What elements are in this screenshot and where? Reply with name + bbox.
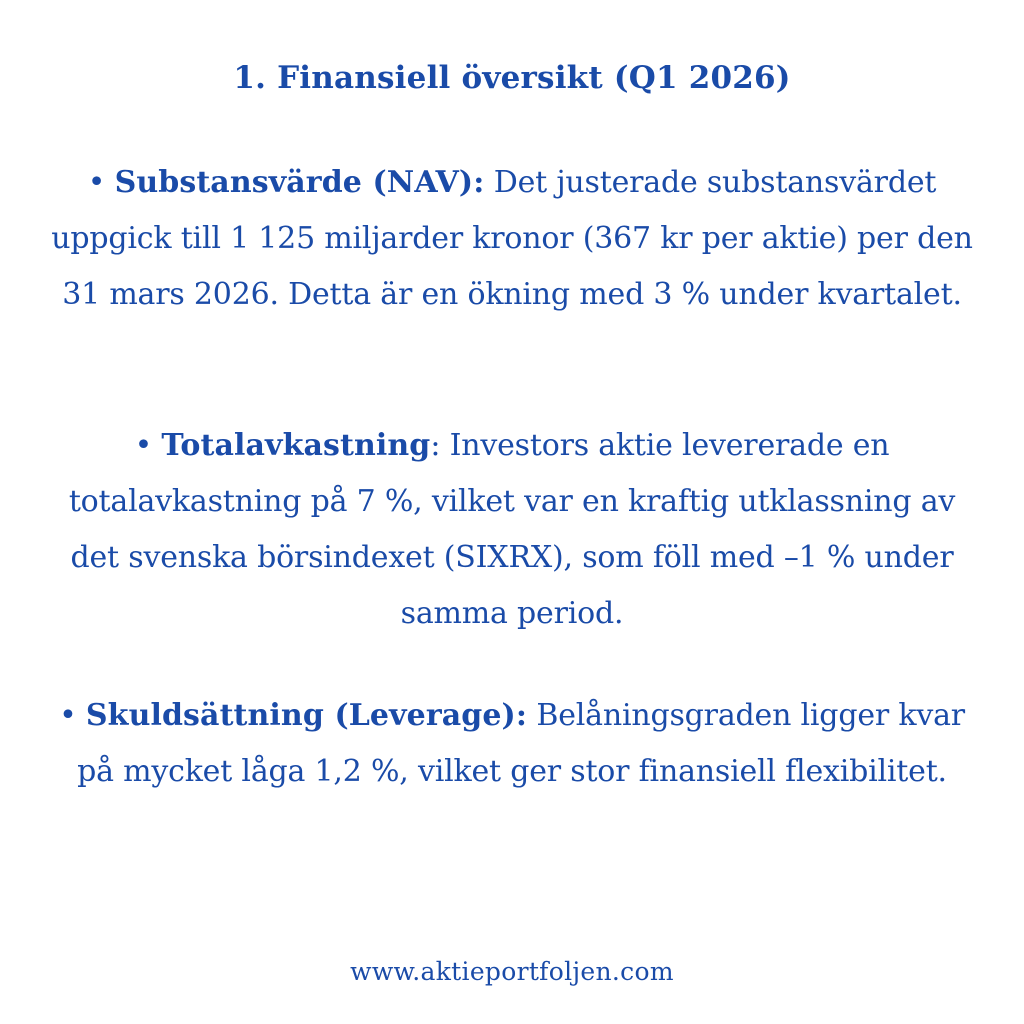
section-heading: Totalavkastning <box>161 428 431 463</box>
section-nav <box>40 155 984 323</box>
section-heading: Substansvärde (NAV): <box>114 165 485 200</box>
section-text: Belåningsgraden ligger kvar på mycket låga 1,2 %, vilket ger stor finansiell flexibilitet. <box>77 698 965 789</box>
bullet: • <box>134 428 153 463</box>
bullet: • <box>59 698 77 733</box>
website-url: www.aktieportfoljen.com <box>350 957 674 986</box>
page-title: 1. Finansiell översikt (Q1 2026) <box>233 60 791 96</box>
section-text: Det justerade substansvärdet uppgick till 1 125 miljarder kronor (367 kr per aktie) per den 31 mars 2026. Detta är en ökning med 3 % under kvartalet. <box>51 165 973 312</box>
section-total-return <box>40 418 984 642</box>
bullet: • <box>87 165 106 200</box>
section-heading: Skuldsättning (Leverage): <box>85 698 528 733</box>
section-text: : Investors aktie levererade en totalavkastning på 7 %, vilket var en kraftig utklassning av det svenska börsindexet (SIXRX), som föll med –1 % under samma period. <box>68 428 956 631</box>
section-leverage <box>40 688 984 800</box>
